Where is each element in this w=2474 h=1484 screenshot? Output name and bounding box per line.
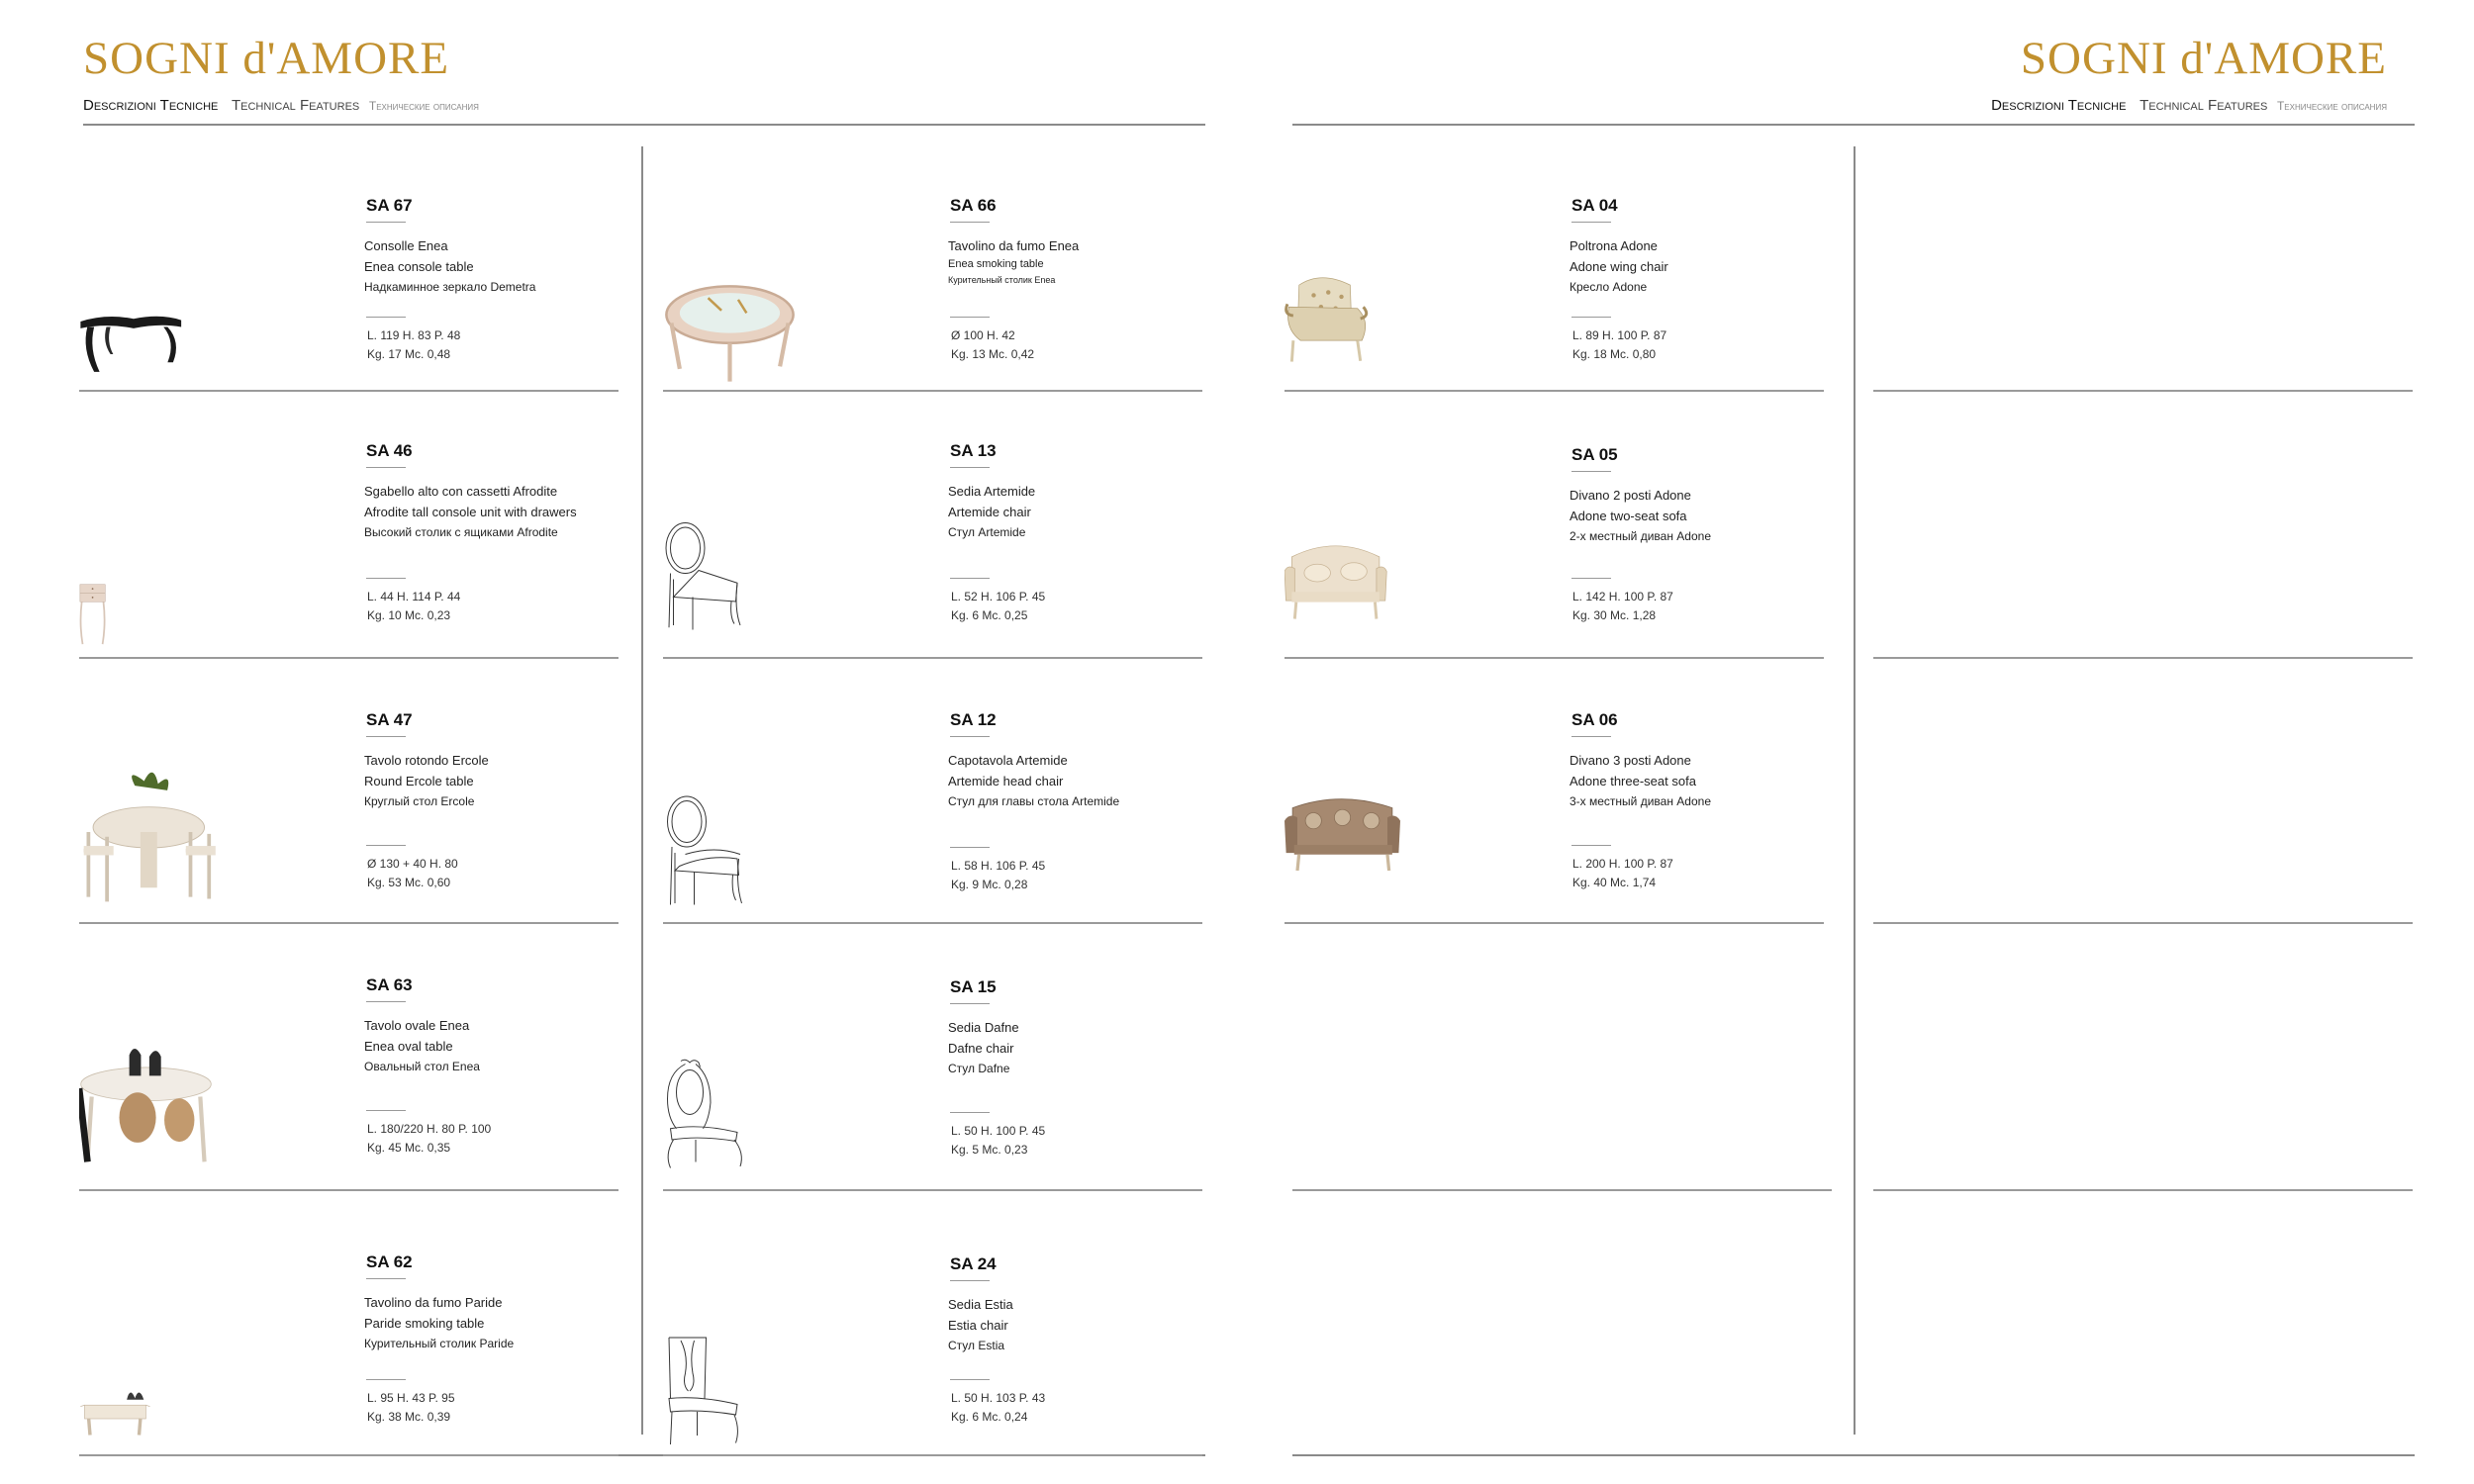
product-dimensions xyxy=(367,588,460,625)
subtitle-italian: Descrizioni Tecniche xyxy=(83,97,219,114)
product-cell xyxy=(1285,659,1824,924)
product-dimensions xyxy=(1572,588,1673,625)
product-name-russian: Стул Artemide xyxy=(948,525,1026,539)
product-names xyxy=(948,1017,1019,1079)
product-names xyxy=(364,1015,480,1077)
dimensions-line: Ø 100 H. 42 xyxy=(951,328,1015,342)
black-console-table-icon xyxy=(79,267,188,376)
dimensions-line: L. 142 H. 100 P. 87 xyxy=(1572,590,1673,603)
weight-volume-line: Kg. 6 Mc. 0,25 xyxy=(951,608,1028,622)
subtitle-italian: Descrizioni Tecniche xyxy=(1991,97,2127,114)
two-seat-sofa-icon xyxy=(1285,489,1401,637)
product-name-italian: Tavolo ovale Enea xyxy=(364,1018,470,1033)
product-name-russian: Кресло Adone xyxy=(1570,280,1648,294)
product-code: SA 04 xyxy=(1571,196,1618,215)
armchair-outline-icon xyxy=(663,758,782,906)
product-name-italian: Divano 2 posti Adone xyxy=(1570,488,1691,503)
product-dimensions xyxy=(951,1389,1045,1427)
short-divider xyxy=(1571,222,1611,223)
subtitle-russian: Технические описания xyxy=(2276,99,2387,113)
dimensions-line: L. 200 H. 100 P. 87 xyxy=(1572,857,1673,871)
dimensions-line: L. 52 H. 106 P. 45 xyxy=(951,590,1046,603)
short-divider xyxy=(950,1379,990,1380)
product-dimensions xyxy=(1572,855,1673,892)
product-name-english: Paride smoking table xyxy=(364,1316,485,1331)
dimensions-line: L. 95 H. 43 P. 95 xyxy=(367,1391,455,1405)
short-divider xyxy=(950,467,990,468)
product-dimensions xyxy=(951,326,1034,364)
dimensions-line: L. 50 H. 103 P. 43 xyxy=(951,1391,1046,1405)
short-divider xyxy=(366,1110,406,1111)
product-name-italian: Sedia Artemide xyxy=(948,484,1036,499)
subtitle-russian: Технические описания xyxy=(368,99,479,113)
product-dimensions xyxy=(367,1120,491,1158)
product-code: SA 15 xyxy=(950,977,997,996)
product-names xyxy=(364,235,535,298)
product-name-english: Enea console table xyxy=(364,259,474,274)
header-rule-left xyxy=(83,124,1205,126)
oval-table-icon xyxy=(79,1030,213,1163)
dimensions-line: L. 180/220 H. 80 P. 100 xyxy=(367,1122,492,1136)
dimensions-line: L. 58 H. 106 P. 45 xyxy=(951,859,1046,873)
product-name-english: Enea oval table xyxy=(364,1039,453,1054)
product-names xyxy=(948,1294,1013,1356)
product-dimensions xyxy=(951,1122,1045,1159)
dimensions-line: L. 119 H. 83 P. 48 xyxy=(367,328,461,342)
product-name-russian: Надкаминное зеркало Demetra xyxy=(364,280,536,294)
product-name-russian: 2-х местный диван Adone xyxy=(1570,529,1711,543)
product-name-russian: Овальный стол Enea xyxy=(364,1060,480,1073)
column-divider-left-page xyxy=(641,146,643,1435)
short-divider xyxy=(950,317,990,318)
weight-volume-line: Kg. 17 Mc. 0,48 xyxy=(367,347,451,361)
section-subtitle-left xyxy=(83,97,479,114)
product-name-italian: Consolle Enea xyxy=(364,238,448,253)
product-dimensions xyxy=(367,1389,455,1427)
three-seat-sofa-icon xyxy=(1285,748,1413,896)
product-name-russian: Стул Dafne xyxy=(948,1062,1010,1075)
product-name-english: Enea smoking table xyxy=(948,258,1044,270)
subtitle-english: Technical Features xyxy=(2140,97,2268,114)
round-table-icon xyxy=(79,758,228,906)
product-names xyxy=(1570,485,1711,547)
product-code: SA 66 xyxy=(950,196,997,215)
product-name-russian: 3-х местный диван Adone xyxy=(1570,794,1711,808)
empty-cell xyxy=(1873,659,2413,924)
product-code: SA 06 xyxy=(1571,710,1618,729)
weight-volume-line: Kg. 6 Mc. 0,24 xyxy=(951,1410,1028,1424)
product-name-english: Adone wing chair xyxy=(1570,259,1668,274)
short-divider xyxy=(366,736,406,737)
product-name-italian: Capotavola Artemide xyxy=(948,753,1068,768)
oval-back-chair-icon xyxy=(663,483,782,631)
round-coffee-table-icon xyxy=(663,241,797,390)
product-cell xyxy=(663,129,1202,392)
product-dimensions xyxy=(367,326,460,364)
product-name-english: Adone two-seat sofa xyxy=(1570,509,1687,523)
product-name-english: Dafne chair xyxy=(948,1041,1014,1056)
product-name-italian: Tavolo rotondo Ercole xyxy=(364,753,489,768)
short-divider xyxy=(950,847,990,848)
product-name-italian: Sedia Dafne xyxy=(948,1020,1019,1035)
short-divider xyxy=(366,1001,406,1002)
short-divider xyxy=(366,845,406,846)
product-name-russian: Высокий столик с ящиками Afrodite xyxy=(364,525,558,539)
product-cell xyxy=(663,392,1202,659)
product-code: SA 05 xyxy=(1571,445,1618,464)
short-divider xyxy=(1571,578,1611,579)
splat-back-chair-icon xyxy=(663,1296,782,1444)
subtitle-english: Technical Features xyxy=(231,97,360,114)
short-divider xyxy=(1571,736,1611,737)
header-rule-right xyxy=(1292,124,2415,126)
product-names xyxy=(948,235,1079,288)
product-names xyxy=(948,750,1119,812)
product-names xyxy=(948,481,1035,543)
product-cell xyxy=(79,129,618,392)
weight-volume-line: Kg. 18 Mc. 0,80 xyxy=(1572,347,1657,361)
product-cell xyxy=(663,924,1202,1191)
product-names xyxy=(364,481,577,543)
short-divider xyxy=(950,736,990,737)
weight-volume-line: Kg. 45 Mc. 0,35 xyxy=(367,1141,451,1155)
product-name-italian: Tavolino da fumo Enea xyxy=(948,238,1080,253)
product-code: SA 24 xyxy=(950,1254,997,1273)
product-dimensions xyxy=(951,588,1045,625)
product-name-english: Artemide head chair xyxy=(948,774,1064,788)
product-name-english: Round Ercole table xyxy=(364,774,474,788)
empty-cell xyxy=(1292,932,1832,1191)
short-divider xyxy=(366,1278,406,1279)
weight-volume-line: Kg. 40 Mc. 1,74 xyxy=(1572,876,1657,889)
product-names xyxy=(1570,235,1668,298)
empty-cell xyxy=(1873,924,2413,1191)
weight-volume-line: Kg. 13 Mc. 0,42 xyxy=(951,347,1035,361)
product-name-english: Estia chair xyxy=(948,1318,1008,1333)
product-name-english: Afrodite tall console unit with drawers xyxy=(364,505,577,519)
product-cell xyxy=(79,1191,618,1456)
product-code: SA 67 xyxy=(366,196,413,215)
weight-volume-line: Kg. 30 Mc. 1,28 xyxy=(1572,608,1657,622)
short-divider xyxy=(366,222,406,223)
short-divider xyxy=(366,467,406,468)
product-name-russian: Стул для главы стола Artemide xyxy=(948,794,1120,808)
short-divider xyxy=(950,222,990,223)
product-dimensions xyxy=(1572,326,1666,364)
short-divider xyxy=(366,317,406,318)
product-name-italian: Sedia Estia xyxy=(948,1297,1013,1312)
product-cell xyxy=(79,924,618,1191)
product-cell xyxy=(663,659,1202,924)
product-cell xyxy=(1285,392,1824,659)
short-divider xyxy=(950,578,990,579)
dimensions-line: L. 44 H. 114 P. 44 xyxy=(367,590,461,603)
short-divider xyxy=(1571,845,1611,846)
weight-volume-line: Kg. 10 Mc. 0,23 xyxy=(367,608,451,622)
product-name-italian: Divano 3 posti Adone xyxy=(1570,753,1691,768)
product-name-italian: Sgabello alto con cassetti Afrodite xyxy=(364,484,558,499)
product-code: SA 46 xyxy=(366,441,413,460)
dimensions-line: L. 50 H. 100 P. 45 xyxy=(951,1124,1046,1138)
brand-logo-left: SOGNI d'AMORE xyxy=(83,33,450,84)
weight-volume-line: Kg. 38 Mc. 0,39 xyxy=(367,1410,451,1424)
tall-nightstand-icon xyxy=(79,497,148,645)
section-subtitle-right xyxy=(1991,97,2387,114)
carved-chair-icon xyxy=(663,1021,782,1169)
short-divider xyxy=(366,578,406,579)
short-divider xyxy=(950,1112,990,1113)
short-divider xyxy=(1571,317,1611,318)
product-names xyxy=(364,1292,514,1354)
product-code: SA 47 xyxy=(366,710,413,729)
short-divider xyxy=(1571,471,1611,472)
product-cell xyxy=(1285,129,1824,392)
product-code: SA 63 xyxy=(366,975,413,994)
short-divider xyxy=(950,1280,990,1281)
weight-volume-line: Kg. 53 Mc. 0,60 xyxy=(367,876,451,889)
product-name-italian: Tavolino da fumo Paride xyxy=(364,1295,503,1310)
product-name-english: Artemide chair xyxy=(948,505,1031,519)
product-code: SA 13 xyxy=(950,441,997,460)
product-dimensions xyxy=(367,855,458,892)
short-divider xyxy=(950,1003,990,1004)
product-names xyxy=(364,750,489,812)
dimensions-line: Ø 130 + 40 H. 80 xyxy=(367,857,458,871)
product-name-english: Adone three-seat sofa xyxy=(1570,774,1696,788)
coffee-table-icon xyxy=(79,1322,188,1440)
product-code: SA 12 xyxy=(950,710,997,729)
footer-rule-right xyxy=(1292,1454,2415,1456)
product-cell xyxy=(79,392,618,659)
brand-logo-right: SOGNI d'AMORE xyxy=(2020,33,2387,84)
product-name-italian: Poltrona Adone xyxy=(1570,238,1658,253)
empty-cell xyxy=(1873,392,2413,659)
product-dimensions xyxy=(951,857,1045,894)
product-names xyxy=(1570,750,1711,812)
weight-volume-line: Kg. 5 Mc. 0,23 xyxy=(951,1143,1028,1157)
empty-cell xyxy=(1873,129,2413,392)
wing-chair-icon xyxy=(1285,232,1401,380)
product-cell xyxy=(663,1191,1202,1456)
product-name-russian: Круглый стол Ercole xyxy=(364,794,475,808)
product-name-russian: Курительный столик Enea xyxy=(948,275,1056,285)
dimensions-line: L. 89 H. 100 P. 87 xyxy=(1572,328,1667,342)
product-cell xyxy=(79,659,618,924)
product-code: SA 62 xyxy=(366,1252,413,1271)
product-name-russian: Курительный столик Paride xyxy=(364,1337,515,1350)
weight-volume-line: Kg. 9 Mc. 0,28 xyxy=(951,878,1028,891)
column-divider-right-page xyxy=(1854,146,1856,1435)
product-name-russian: Стул Estia xyxy=(948,1339,1005,1352)
short-divider xyxy=(366,1379,406,1380)
